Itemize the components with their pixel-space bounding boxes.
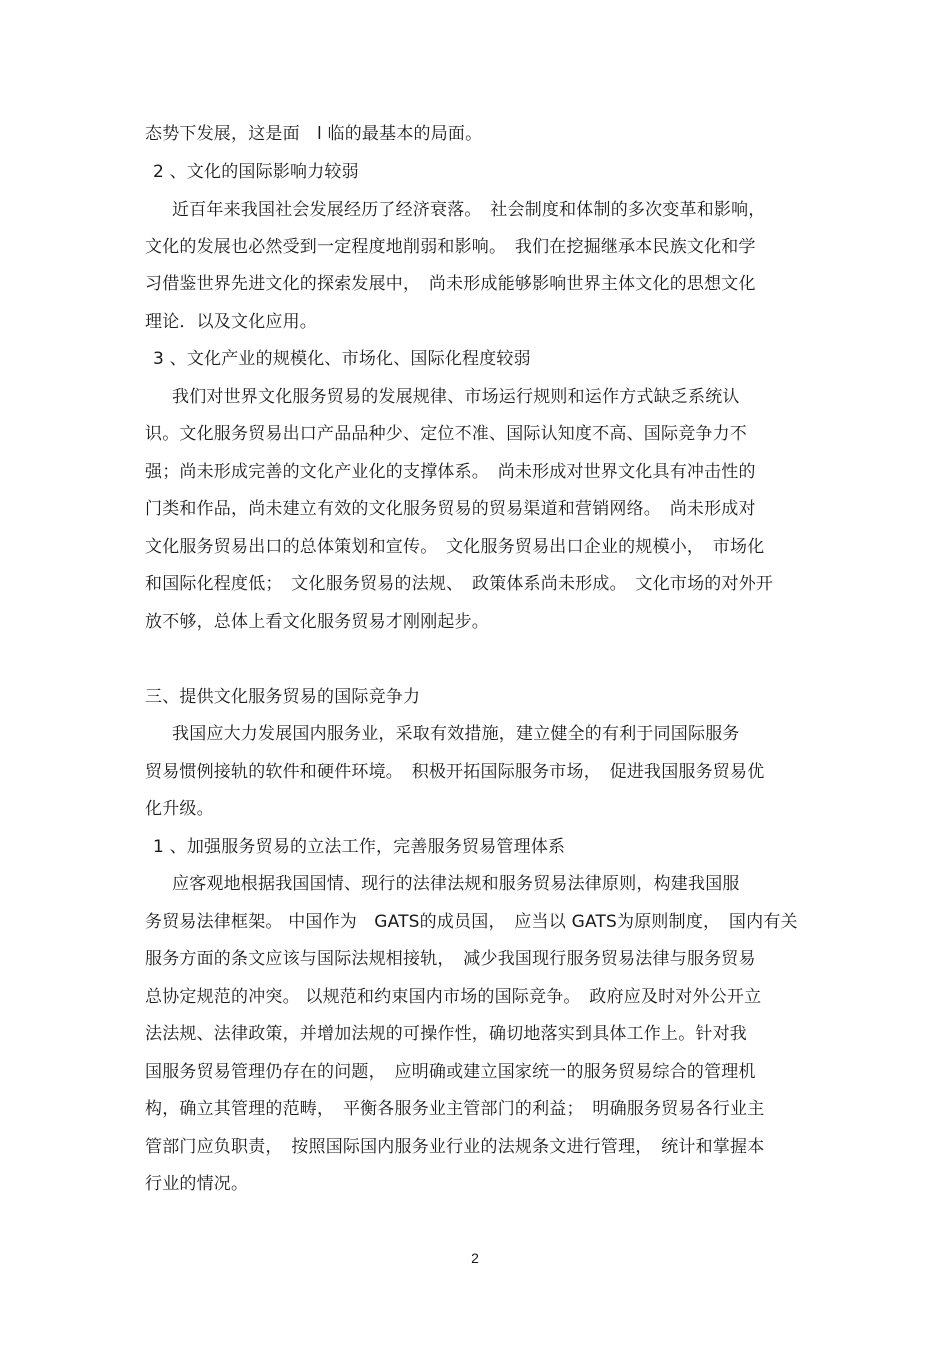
text-line: 文化服务贸易出口的总体策划和宣传。 文化服务贸易出口企业的规模小， 市场化 — [145, 537, 765, 557]
text-line: 和国际化程度低； 文化服务贸易的法规、 政策体系尚未形成。 文化市场的对外开 — [145, 574, 774, 594]
text-line: 强；尚未形成完善的文化产业化的支撑体系。 尚未形成对世界文化具有冲击性的 — [145, 462, 756, 482]
text-line: 总协定规范的冲突。 以规范和约束国内市场的国际竞争。 政府应及时对外公开立 — [145, 987, 762, 1007]
text-line: 国服务贸易管理仍存在的问题， 应明确或建立国家统一的服务贸易综合的管理机 — [145, 1062, 756, 1082]
text-line: 我们对世界文化服务贸易的发展规律、市场运行规则和运作方式缺乏系统认 — [172, 387, 740, 407]
text-line: 务贸易法律框架。 中国作为 GATS的成员国， 应当以 GATS为原则制度， 国内有关 — [145, 912, 798, 932]
section-heading: 1 、加强服务贸易的立法工作，完善服务贸易管理体系 — [153, 837, 566, 857]
text-line: 态势下发展，这是面 l 临的最基本的局面。 — [145, 124, 483, 144]
section-heading: 3 、文化产业的规模化、市场化、国际化程度较弱 — [153, 349, 531, 369]
text-line: 贸易惯例接轨的软件和硬件环境。 积极开拓国际服务市场， 促进我国服务贸易优 — [145, 762, 765, 782]
text-line: 应客观地根据我国国情、现行的法律法规和服务贸易法律原则，构建我国服 — [172, 874, 740, 894]
text-line: 我国应大力发展国内服务业，采取有效措施，建立健全的有利于同国际服务 — [172, 724, 740, 744]
section-heading: 三、提供文化服务贸易的国际竞争力 — [145, 687, 421, 707]
page-number: 2 — [471, 1250, 479, 1266]
text-line: 构，确立其管理的范畴， 平衡各服务业主管部门的利益； 明确服务贸易各行业主 — [145, 1099, 765, 1119]
text-line: 放不够，总体上看文化服务贸易才刚刚起步。 — [145, 612, 489, 632]
text-line: 行业的情况。 — [145, 1174, 249, 1194]
text-line: 习借鉴世界先进文化的探索发展中， 尚未形成能够影响世界主体文化的思想文化 — [145, 274, 756, 294]
text-line: 识。文化服务贸易出口产品品种少、定位不准、国际认知度不高、国际竞争力不 — [145, 424, 747, 444]
text-line: 化升级。 — [145, 799, 214, 819]
text-line: 门类和作品，尚未建立有效的文化服务贸易的贸易渠道和营销网络。 尚未形成对 — [145, 499, 756, 519]
text-line: 理论．以及文化应用。 — [145, 312, 317, 332]
text-line: 法法规、法律政策，并增加法规的可操作性，确切地落实到具体工作上。针对我 — [145, 1024, 747, 1044]
text-line: 服务方面的条文应该与国际法规相接轨， 减少我国现行服务贸易法律与服务贸易 — [145, 949, 756, 969]
text-line: 近百年来我国社会发展经历了经济衰落。 社会制度和体制的多次变革和影响， — [172, 200, 766, 220]
text-line: 管部门应负职责， 按照国际国内服务业行业的法规条文进行管理， 统计和掌握本 — [145, 1137, 765, 1157]
section-heading: 2 、文化的国际影响力较弱 — [153, 162, 359, 182]
text-line: 文化的发展也必然受到一定程度地削弱和影响。 我们在挖掘继承本民族文化和学 — [145, 237, 756, 257]
